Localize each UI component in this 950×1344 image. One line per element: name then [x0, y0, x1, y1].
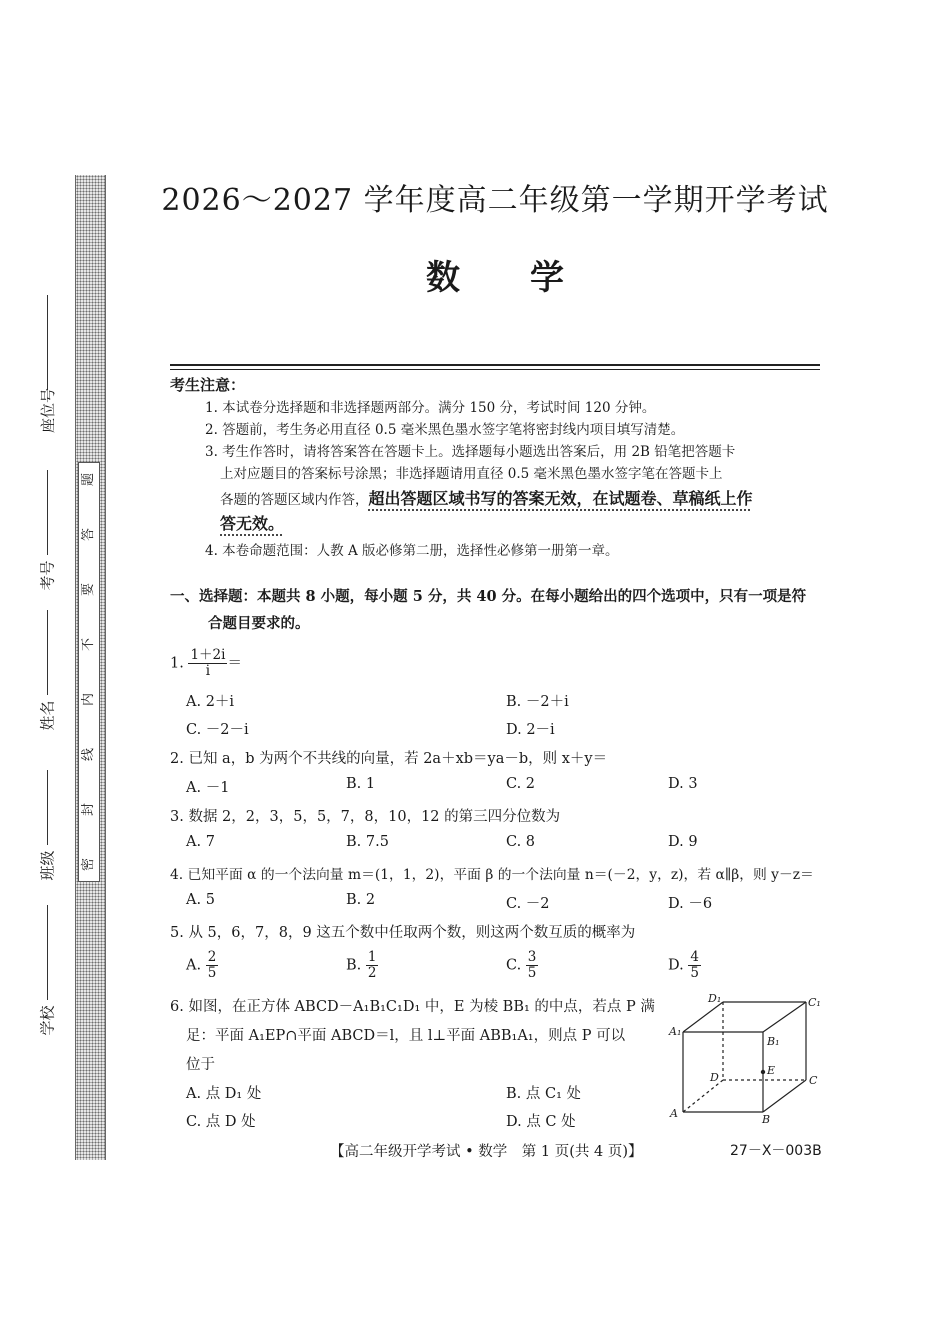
- notice-item: 上对应题目的答案标号涂黑；非选择题请用直径 0.5 毫米黑色墨水签字笔在答题卡上: [220, 466, 723, 482]
- seal-char: 线: [81, 747, 97, 762]
- vertex-label: D: [710, 1071, 719, 1084]
- question-2-stem: 2. 已知 a，b 为两个不共线的向量，若 2a＋xb＝ya－b，则 x＋y＝: [170, 751, 608, 767]
- class-field[interactable]: [32, 770, 62, 886]
- option-d: D. $\frac{4}{5}$: [668, 949, 699, 981]
- option-a: A. 2＋i: [186, 694, 235, 710]
- option-b: B. $\frac{1}{2}$: [346, 949, 377, 981]
- seal-char: 不: [81, 637, 97, 652]
- section-heading: 一、选择题：本题共 8 小题，每小题 5 分，共 40 分。在每小题给出的四个选项中，只有一项是符 合题目要求的。: [170, 588, 807, 632]
- divider: [170, 369, 820, 370]
- school-field[interactable]: [32, 905, 62, 1041]
- option-d: D. 2－i: [506, 722, 555, 738]
- class-label: 班级: [38, 850, 57, 881]
- vertex-label: E: [767, 1064, 776, 1077]
- notice-item: 2. 答题前，考生务必用直径 0.5 毫米黑色墨水签字笔将密封线内项目填写清楚。: [205, 422, 685, 438]
- question-6-stem: 位于: [186, 1057, 215, 1073]
- notice-item: [220, 513, 840, 536]
- option-b: B. 7.5: [346, 834, 389, 850]
- fraction: $\frac{1+2i}{i}$: [190, 647, 226, 679]
- notice-emphasis: 超出答题区域书写的答案无效，在试题卷、草稿纸上作: [368, 489, 753, 508]
- seal-line-box: [78, 462, 100, 882]
- notice-item: 4. 本卷命题范围：人教 A 版必修第二册，选择性必修第一册第一章。: [205, 543, 619, 559]
- option-a: A. －1: [186, 780, 230, 796]
- option-c: C. 8: [506, 834, 536, 850]
- option-c: C. 2: [506, 776, 536, 792]
- option-c: C. 点 D 处: [186, 1114, 256, 1130]
- option-c: C. $\frac{3}{5}$: [506, 949, 537, 981]
- seal-char: 封: [81, 802, 97, 817]
- option-d: D. 3: [668, 776, 698, 792]
- notice-text: 各题的答题区域内作答，: [220, 492, 369, 508]
- vertex-label: A: [670, 1107, 678, 1120]
- question-1-stem: 1. $\frac{1+2i}{i}$ ＝: [170, 647, 242, 679]
- vertex-label: A₁: [669, 1025, 682, 1038]
- option-a: A. $\frac{2}{5}$: [186, 949, 217, 981]
- divider: [170, 364, 820, 366]
- seal-char: 答: [81, 527, 97, 542]
- seal-char: 题: [81, 472, 97, 487]
- notice-emphasis: 答无效。: [220, 514, 285, 533]
- seal-char: 密: [81, 857, 97, 872]
- paper-code: 27－X－003B: [730, 1143, 822, 1159]
- page-footer: 【高二年级开学考试 • 数学 第 1 页(共 4 页)】: [330, 1144, 643, 1160]
- seat-number-label: 座位号: [38, 387, 57, 434]
- option-c: C. －2－i: [186, 722, 249, 738]
- option-a: A. 5: [186, 892, 215, 908]
- question-3-stem: 3. 数据 2，2，3，5，5，7，8，10，12 的第三四分位数为: [170, 809, 561, 825]
- fraction: $\frac{2}{5}$: [207, 949, 217, 981]
- seal-char: 内: [81, 692, 97, 707]
- notice-heading: 考生注意：: [170, 376, 246, 394]
- question-6-stem: 6. 如图，在正方体 ABCD－A₁B₁C₁D₁ 中，E 为棱 BB₁ 的中点，若点 P 满: [170, 999, 655, 1015]
- option-b: B. 点 C₁ 处: [506, 1086, 581, 1102]
- cube-figure: [668, 990, 828, 1125]
- vertex-label: C: [809, 1074, 818, 1087]
- name-field[interactable]: [32, 610, 62, 736]
- notice-item: 3. 考生作答时，请将答案答在答题卡上。选择题每小题选出答案后，用 2B 铅笔把答题卡: [205, 444, 736, 460]
- seal-char: 要: [81, 582, 97, 597]
- vertex-label: B₁: [767, 1035, 780, 1048]
- exam-title: 2026～2027 学年度高二年级第一学期开学考试: [161, 183, 829, 218]
- school-label: 学校: [38, 1005, 57, 1036]
- name-label: 姓名: [38, 700, 57, 731]
- question-5-stem: 5. 从 5，6，7，8，9 这五个数中任取两个数，则这两个数互质的概率为: [170, 925, 636, 941]
- option-d: D. －6: [668, 896, 713, 912]
- option-b: B. 1: [346, 776, 376, 792]
- vertex-label: B: [762, 1113, 771, 1125]
- option-a: A. 点 D₁ 处: [186, 1086, 262, 1102]
- notice-item: [220, 488, 840, 511]
- seat-number-field[interactable]: [32, 295, 62, 434]
- option-d: D. 点 C 处: [506, 1114, 576, 1130]
- question-6-stem: 足：平面 A₁EP∩平面 ABCD＝l，且 l⊥平面 ABB₁A₁，则点 P 可以: [186, 1028, 626, 1044]
- fraction: $\frac{3}{5}$: [527, 949, 537, 981]
- vertex-label: C₁: [808, 996, 821, 1009]
- question-4-stem: 4. 已知平面 α 的一个法向量 m＝(1，1，2)，平面 β 的一个法向量 n＝(－2，y，z)，若 α∥β，则 y－z＝: [170, 867, 814, 883]
- option-b: B. －2＋i: [506, 694, 569, 710]
- notice-item: 1. 本试卷分选择题和非选择题两部分。满分 150 分，考试时间 120 分钟。: [205, 400, 656, 416]
- subject-title: 数学: [426, 258, 634, 298]
- option-d: D. 9: [668, 834, 698, 850]
- option-b: B. 2: [346, 892, 376, 908]
- fraction: $\frac{1}{2}$: [367, 949, 377, 981]
- fraction: $\frac{4}{5}$: [690, 949, 699, 981]
- option-a: A. 7: [186, 834, 215, 850]
- exam-number-label: 考号: [38, 560, 57, 591]
- exam-number-field[interactable]: [32, 470, 62, 596]
- vertex-label: D₁: [708, 992, 722, 1005]
- option-c: C. －2: [506, 896, 550, 912]
